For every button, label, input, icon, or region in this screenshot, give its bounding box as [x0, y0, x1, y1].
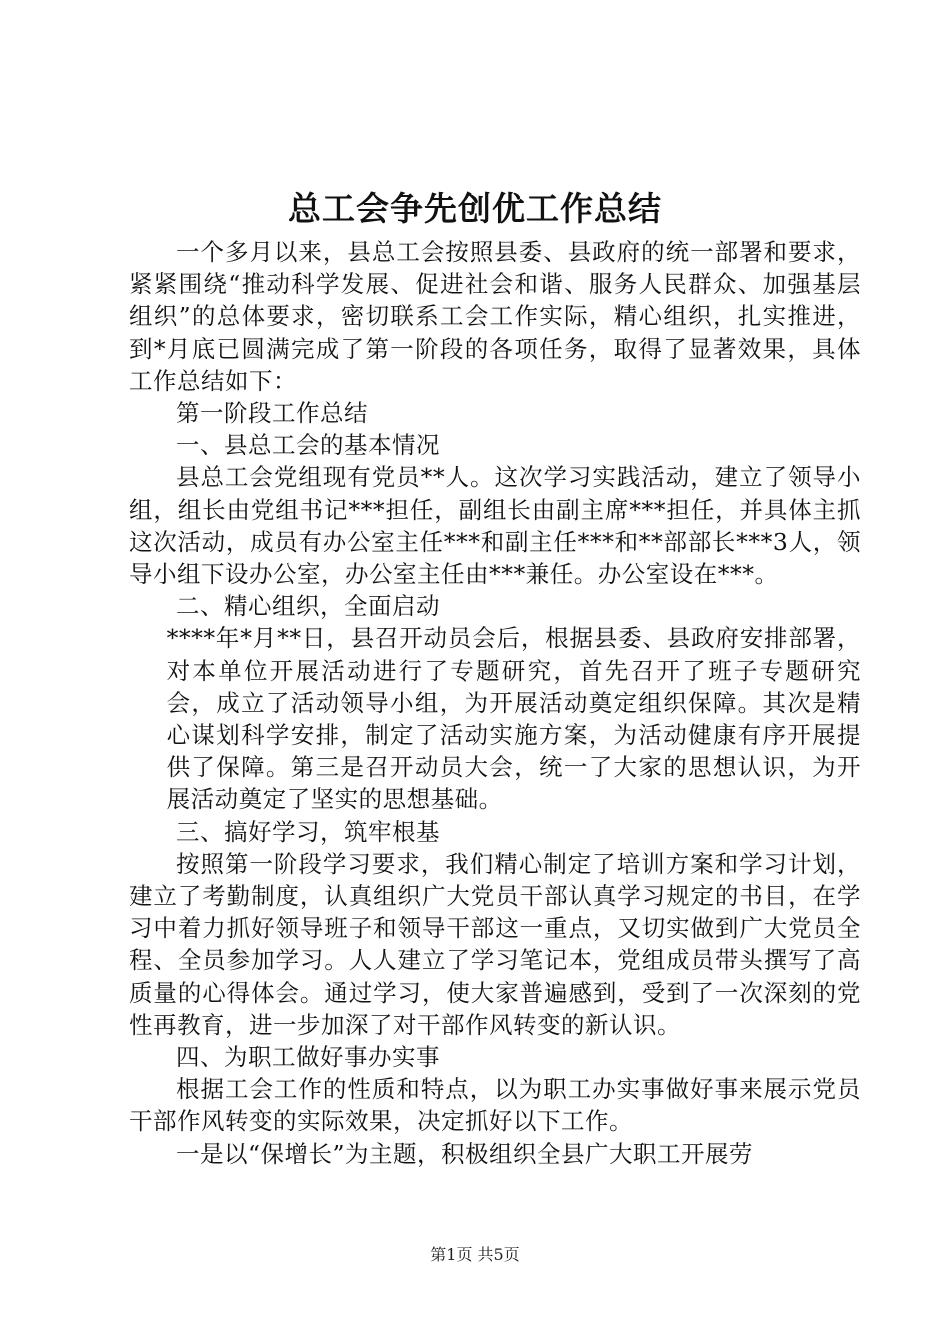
paragraph-practical-work: 根据工会工作的性质和特点，以为职工办实事做好事来展示党员干部作风转变的实际效果，决定抓好以下工作。 [129, 1075, 861, 1136]
section-heading-study: 三、搞好学习，筑牢根基 [176, 817, 440, 846]
document-title: 总工会争先创优工作总结 [288, 189, 662, 228]
section-heading-basic-info: 一、县总工会的基本情况 [176, 431, 440, 460]
document-body [129, 236, 861, 1170]
paragraph-first-item: 一是以“保增长”为主题，积极组织全县广大职工开展劳 [176, 1139, 754, 1168]
paragraph-intro: 一个多月以来，县总工会按照县委、县政府的统一部署和要求，紧紧围绕“推动科学发展、促进社会和谐、服务人民群众、加强基层组织”的总体要求，密切联系工会工作实际，精心组织，扎实推进，到*月底已圆满完成了第一阶段的各项任务，取得了显著效果，具体工作总结如下： [129, 238, 861, 395]
page-footer: 第1页 共5页 [430, 1245, 520, 1264]
paragraph-basic-info: 县总工会党组现有党员**人。这次学习实践活动，建立了领导小组，组长由党组书记***担任，副组长由副主席***担任，并具体主抓这次活动，成员有办公室主任***和副主任***和**部部长***3人，领导小组下设办公室，办公室主任由***兼任。办公室设在***。 [129, 463, 861, 589]
section-heading-organize: 二、精心组织，全面启动 [176, 592, 440, 621]
paragraph-organize: ****年*月**日，县召开动员会后，根据县委、县政府安排部署，对本单位开展活动进行了专题研究，首先召开了班子专题研究会，成立了活动领导小组，为开展活动奠定组织保障。其次是精心谋划科学安排，制定了活动实施方案，为活动健康有序开展提供了保障。第三是召开动员大会，统一了大家的思想认识，为开展活动奠定了坚实的思想基础。 [166, 624, 861, 814]
section-heading-practical-work: 四、为职工做好事办实事 [176, 1043, 440, 1072]
paragraph-study: 按照第一阶段学习要求，我们精心制定了培训方案和学习计划，建立了考勤制度，认真组织广大党员干部认真学习规定的书目，在学习中着力抓好领导班子和领导干部这一重点，又切实做到广大党员全程、全员参加学习。人人建立了学习笔记本，党组成员带头撰写了高质量的心得体会。通过学习，使大家普遍感到，受到了一次深刻的党性再教育，进一步加深了对干部作风转变的新认识。 [129, 849, 861, 1039]
section-heading-stage-summary: 第一阶段工作总结 [176, 399, 368, 428]
